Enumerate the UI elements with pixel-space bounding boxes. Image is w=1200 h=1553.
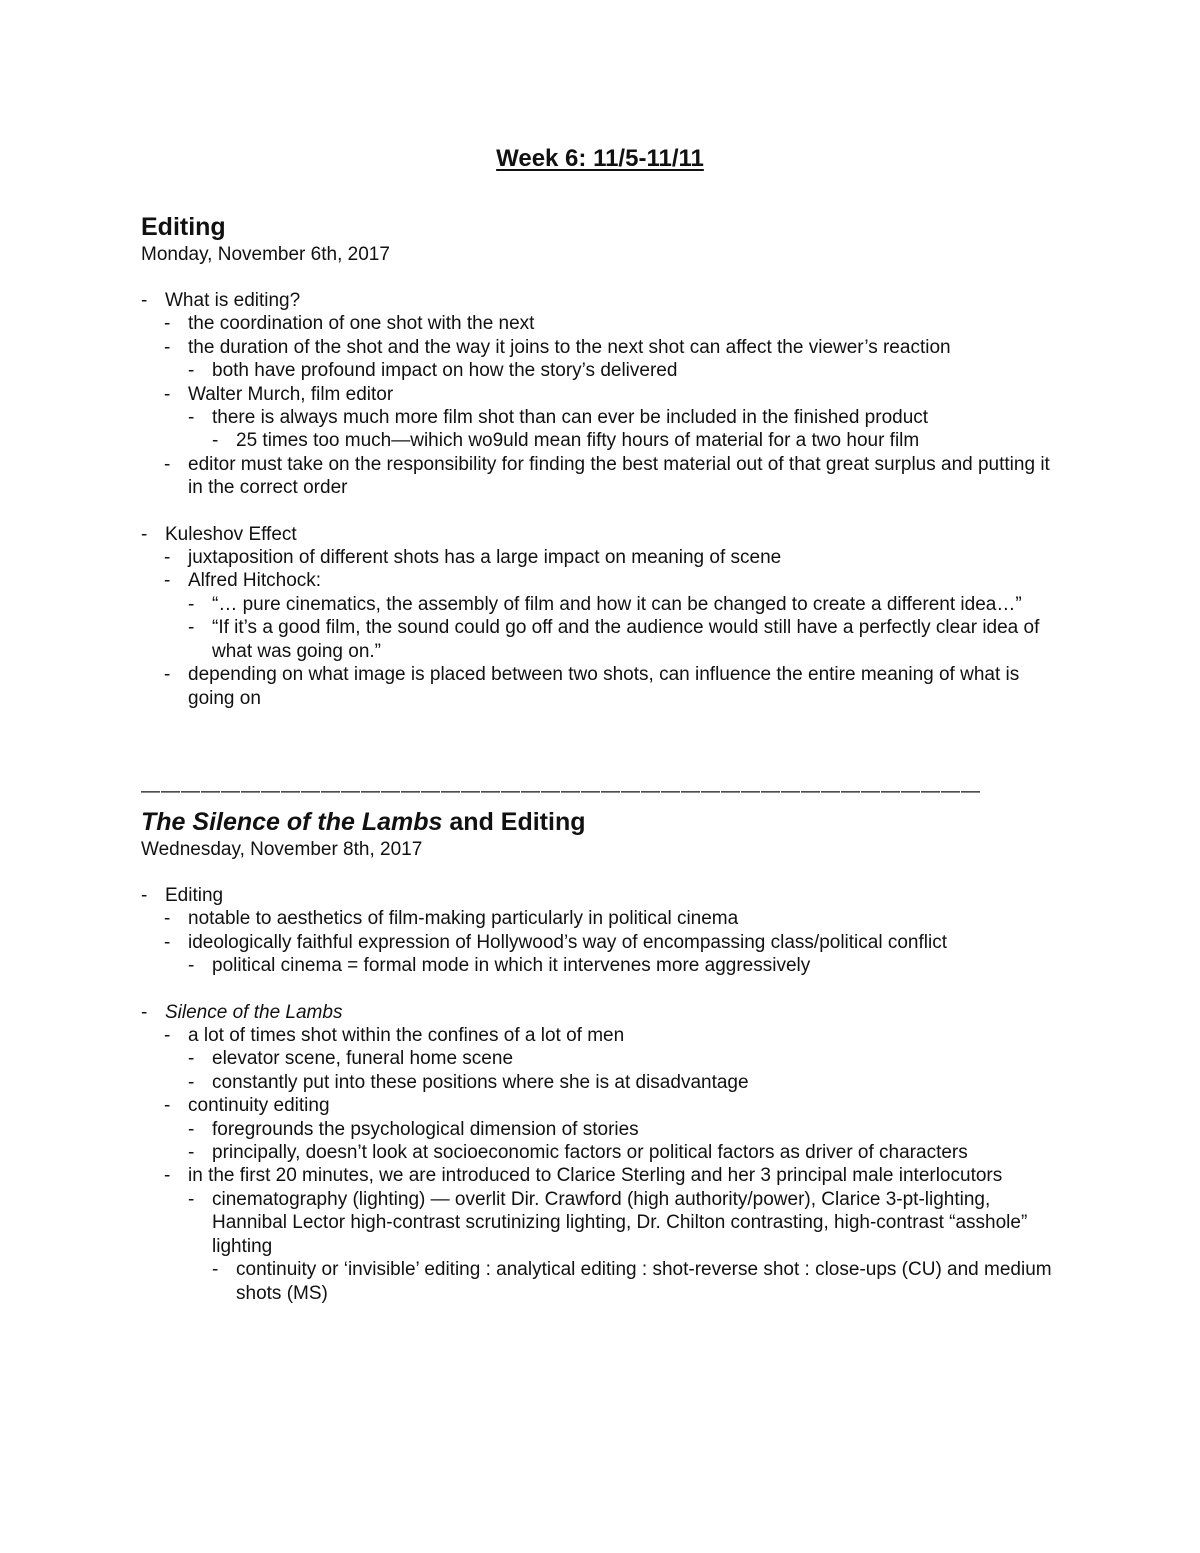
list-item-text: there is always much more film shot than can ever be included in the finished product bbox=[212, 407, 929, 429]
list-item-text: notable to aesthetics of film-making particularly in political cinema bbox=[188, 908, 739, 930]
bullet-dash: - bbox=[164, 664, 171, 686]
list-item bbox=[141, 1118, 1061, 1141]
list-item bbox=[141, 312, 1061, 335]
list-item-text: cinematography (lighting) — overlit Dir. Crawford (high authority/power), Clarice 3-pt-lighting, Hannibal Lector high-contrast scrutinizing lighting, Dr. Chilton contrasting, high-contrast “asshole” lighting bbox=[212, 1188, 1028, 1257]
bullet-dash: - bbox=[188, 617, 195, 639]
bullet-dash: - bbox=[212, 1259, 219, 1281]
list-item-text: in the first 20 minutes, we are introduced to Clarice Sterling and her 3 principal male interlocutors bbox=[188, 1165, 1003, 1187]
bullet-dash: - bbox=[164, 1095, 171, 1117]
bullet-group bbox=[141, 884, 1061, 978]
bullet-dash: - bbox=[164, 1025, 171, 1047]
bullet-dash: - bbox=[164, 453, 171, 475]
list-item bbox=[141, 884, 1061, 907]
bullet-dash: - bbox=[164, 931, 171, 953]
list-item-text: “… pure cinematics, the assembly of film and how it can be changed to create a different idea…” bbox=[212, 593, 1022, 615]
list-item bbox=[141, 453, 1061, 500]
bullet-dash: - bbox=[164, 547, 171, 569]
list-item-text: constantly put into these positions where she is at disadvantage bbox=[212, 1071, 749, 1093]
bullet-dash: - bbox=[141, 290, 148, 311]
section-editing bbox=[141, 211, 1061, 733]
section-divider: —————————————————————————————————————————— bbox=[141, 781, 981, 802]
bullet-dash: - bbox=[164, 383, 171, 405]
list-item bbox=[141, 523, 1061, 546]
bullet-dash: - bbox=[188, 955, 195, 977]
bullet-dash: - bbox=[141, 885, 148, 906]
bullet-dash: - bbox=[188, 1142, 195, 1164]
list-item-text: the coordination of one shot with the next bbox=[188, 313, 535, 335]
list-item-text: a lot of times shot within the confines of a lot of men bbox=[188, 1025, 625, 1047]
section-silence-of-the-lambs bbox=[141, 806, 1061, 1328]
bullet-dash: - bbox=[164, 336, 171, 358]
list-item bbox=[141, 616, 1061, 663]
bullet-dash: - bbox=[188, 1048, 195, 1070]
list-item-text: continuity or ‘invisible’ editing : analytical editing : shot-reverse shot : close-ups (CU) and medium shots (MS) bbox=[236, 1259, 1052, 1304]
bullet-group bbox=[141, 523, 1061, 710]
list-item bbox=[141, 569, 1061, 592]
list-item-text: Walter Murch, film editor bbox=[188, 383, 394, 405]
list-item bbox=[141, 336, 1061, 359]
bullet-dash: - bbox=[188, 1118, 195, 1140]
bullet-dash: - bbox=[188, 1188, 195, 1210]
list-item-text: Kuleshov Effect bbox=[165, 523, 297, 545]
bullet-dash: - bbox=[164, 908, 171, 930]
bullet-group bbox=[141, 1001, 1061, 1305]
list-item bbox=[141, 383, 1061, 406]
list-item bbox=[141, 1001, 1061, 1024]
list-item-text: principally, doesn’t look at socioeconomic factors or political factors as driver of characters bbox=[212, 1142, 968, 1164]
list-item bbox=[141, 1141, 1061, 1164]
list-item-text: What is editing? bbox=[165, 290, 301, 311]
section-heading-rest: and Editing bbox=[442, 808, 586, 836]
bullet-dash: - bbox=[188, 1071, 195, 1093]
list-item bbox=[141, 1258, 1061, 1305]
list-item bbox=[141, 931, 1061, 954]
list-item-text: elevator scene, funeral home scene bbox=[212, 1048, 514, 1070]
list-item bbox=[141, 1071, 1061, 1094]
section-date: Wednesday, November 8th, 2017 bbox=[141, 839, 423, 860]
list-item-text: Alfred Hitchock: bbox=[188, 570, 322, 592]
list-item-text: continuity editing bbox=[188, 1095, 330, 1117]
list-item bbox=[141, 546, 1061, 569]
list-item-text: Editing bbox=[165, 885, 224, 906]
list-item-text: the duration of the shot and the way it joins to the next shot can affect the viewer’s reaction bbox=[188, 336, 951, 358]
list-item bbox=[141, 954, 1061, 977]
bullet-dash: - bbox=[164, 570, 171, 592]
list-item bbox=[141, 429, 1061, 452]
list-item-text: foregrounds the psychological dimension of stories bbox=[212, 1118, 639, 1140]
bullet-dash: - bbox=[141, 1001, 148, 1023]
list-item bbox=[141, 1047, 1061, 1070]
list-item-text: editor must take on the responsibility for finding the best material out of that great surplus and putting it in the correct order bbox=[188, 453, 1050, 499]
bullet-dash: - bbox=[188, 360, 195, 382]
section-heading: Editing bbox=[141, 213, 226, 241]
list-item bbox=[141, 663, 1061, 710]
list-item bbox=[141, 1164, 1061, 1187]
list-item bbox=[141, 289, 1061, 312]
section-heading bbox=[141, 806, 1061, 838]
list-item-text: “If it’s a good film, the sound could go off and the audience would still have a perfectly clear idea of what was going on.” bbox=[212, 617, 1040, 662]
page-title bbox=[0, 143, 1200, 175]
list-item bbox=[141, 359, 1061, 382]
section-heading-film-title: The Silence of the Lambs bbox=[141, 808, 443, 836]
bullet-dash: - bbox=[141, 523, 148, 545]
bullet-dash: - bbox=[212, 430, 219, 452]
list-item-text: 25 times too much—wihich wo9uld mean fifty hours of material for a two hour film bbox=[236, 430, 920, 452]
list-item bbox=[141, 907, 1061, 930]
list-item-text: juxtaposition of different shots has a large impact on meaning of scene bbox=[188, 547, 782, 569]
list-item-text: political cinema = formal mode in which it intervenes more aggressively bbox=[212, 955, 811, 977]
bullet-dash: - bbox=[188, 407, 195, 429]
list-item bbox=[141, 1094, 1061, 1117]
bullet-dash: - bbox=[164, 1165, 171, 1187]
list-item bbox=[141, 1188, 1061, 1258]
list-item bbox=[141, 1024, 1061, 1047]
list-item-text: both have profound impact on how the story’s delivered bbox=[212, 360, 678, 382]
bullet-dash: - bbox=[188, 593, 195, 615]
list-item-text: ideologically faithful expression of Hollywood’s way of encompassing class/political conflict bbox=[188, 931, 947, 953]
list-item bbox=[141, 406, 1061, 429]
list-item bbox=[141, 593, 1061, 616]
bullet-dash: - bbox=[164, 313, 171, 335]
bullet-group bbox=[141, 289, 1061, 500]
list-item-text: Silence of the Lambs bbox=[165, 1001, 343, 1023]
list-item-text: depending on what image is placed between two shots, can influence the entire meaning of what is going on bbox=[188, 664, 1020, 709]
section-date: Monday, November 6th, 2017 bbox=[141, 244, 390, 265]
page-title-text: Week 6: 11/5-11/11 bbox=[496, 145, 704, 172]
